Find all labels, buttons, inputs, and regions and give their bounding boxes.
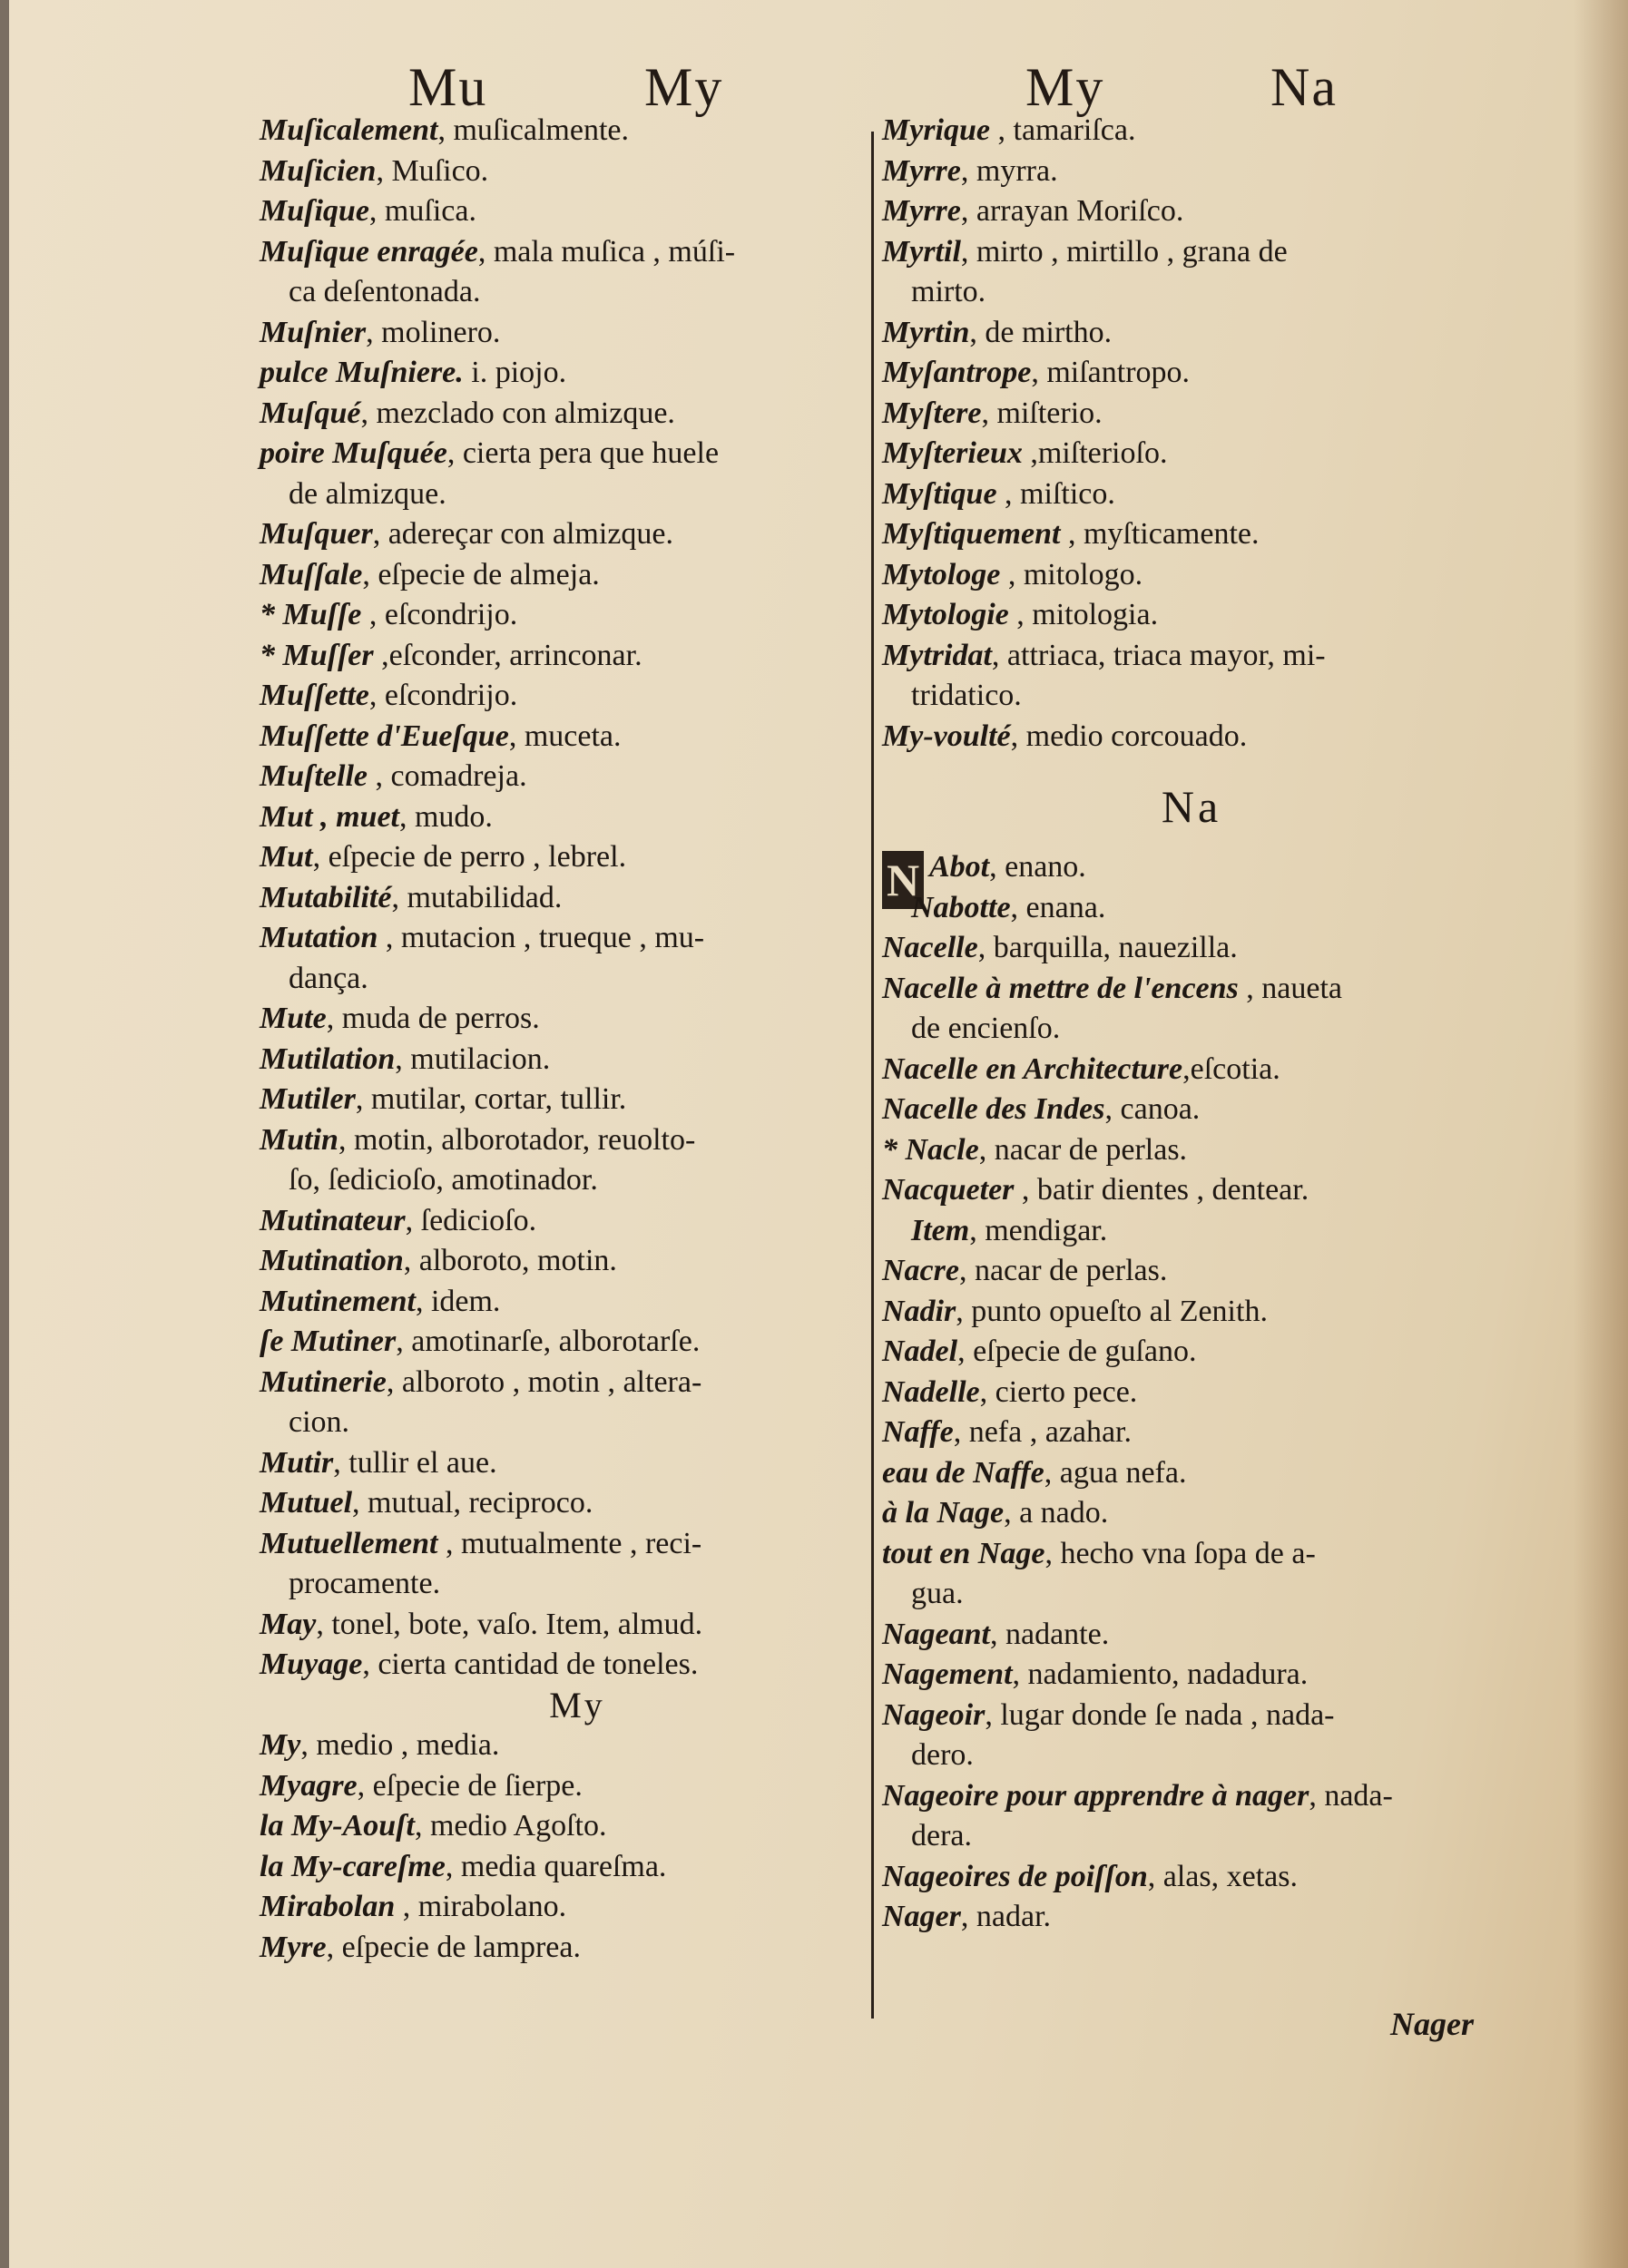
entry-definition: , nadar. bbox=[960, 1900, 1052, 1933]
dictionary-entry bbox=[882, 1897, 1501, 1938]
entry-definition: , batir dientes , dentear. bbox=[1014, 1173, 1309, 1207]
dictionary-entry bbox=[260, 1524, 895, 1565]
section-heading-large: Na bbox=[1161, 781, 1222, 832]
dictionary-entry bbox=[882, 434, 1501, 474]
entry-term: Nacelle bbox=[882, 931, 978, 964]
dictionary-entry bbox=[260, 394, 895, 435]
decorated-initial: N bbox=[882, 851, 924, 909]
entry-definition: , tonel, bote, vaſo. Item, almud. bbox=[316, 1607, 703, 1641]
dictionary-entry bbox=[260, 717, 895, 758]
entry-definition: gua. bbox=[911, 1577, 964, 1610]
dictionary-entry bbox=[882, 1493, 1501, 1534]
dictionary-entry bbox=[260, 1120, 895, 1161]
dictionary-entry bbox=[882, 1735, 1501, 1776]
entry-term: Mutuellement bbox=[260, 1526, 438, 1560]
dictionary-entry bbox=[882, 1857, 1501, 1898]
entry-definition: , miſantropo. bbox=[1031, 356, 1191, 389]
dictionary-entry bbox=[882, 394, 1501, 435]
dictionary-entry bbox=[882, 1251, 1501, 1292]
entry-definition: , lugar donde ſe nada , nada- bbox=[985, 1697, 1335, 1732]
dictionary-entry bbox=[260, 959, 895, 1000]
entry-definition: , mutilar, cortar, tullir. bbox=[355, 1082, 627, 1116]
entry-definition: , miſtico. bbox=[996, 476, 1115, 511]
entry-definition: , enana. bbox=[1010, 890, 1106, 924]
entry-definition: , mirto , mirtillo , grana de bbox=[960, 234, 1288, 269]
page-edge-shadow bbox=[1574, 0, 1628, 2268]
entry-definition: procamente. bbox=[289, 1567, 441, 1600]
entry-definition: , a nado. bbox=[1004, 1496, 1109, 1530]
entry-definition: , mudo. bbox=[398, 799, 493, 834]
entry-term: * Muſſer bbox=[260, 638, 374, 672]
dictionary-entry bbox=[260, 111, 895, 152]
entry-term: * Nacle bbox=[882, 1132, 979, 1167]
entry-definition: , mutualmente , reci- bbox=[437, 1526, 702, 1560]
dictionary-entry bbox=[260, 272, 895, 313]
entry-term: poire Muſquée bbox=[260, 436, 447, 470]
entry-definition: ,miſterioſo. bbox=[1022, 436, 1168, 470]
dictionary-entry bbox=[260, 797, 895, 838]
entry-definition: , miſterio. bbox=[981, 396, 1103, 430]
entry-term: Nagement bbox=[882, 1657, 1013, 1691]
entry-term: Nacqueter bbox=[882, 1173, 1015, 1207]
entry-definition: , adereçar con almizque. bbox=[372, 517, 674, 551]
dictionary-entry bbox=[882, 313, 1501, 354]
entry-definition: , cierta cantidad de toneles. bbox=[362, 1647, 699, 1681]
entry-term: Mytologe bbox=[882, 557, 1001, 591]
entry-definition: , idem. bbox=[415, 1284, 501, 1318]
dictionary-entry bbox=[882, 474, 1501, 515]
entry-definition: , eſpecie de almeja. bbox=[362, 557, 600, 591]
entry-term: Nageant bbox=[882, 1617, 990, 1651]
entry-term: Nadelle bbox=[882, 1374, 980, 1409]
entry-definition: dança. bbox=[289, 961, 368, 995]
dictionary-entry bbox=[260, 676, 895, 717]
dictionary-entry bbox=[260, 555, 895, 596]
dictionary-entry bbox=[882, 1453, 1501, 1494]
dictionary-entry bbox=[882, 1615, 1501, 1656]
entry-definition: , canoa. bbox=[1104, 1092, 1201, 1126]
dictionary-entry bbox=[260, 1040, 895, 1080]
dictionary-entry bbox=[260, 1928, 895, 1969]
entry-definition: , muceta. bbox=[508, 719, 622, 753]
dictionary-entry bbox=[260, 1201, 895, 1242]
entry-term: ſe Mutiner bbox=[260, 1325, 397, 1358]
dictionary-entry bbox=[882, 191, 1501, 232]
entry-term: Mutinateur bbox=[260, 1203, 406, 1237]
entry-term: Nacelle à mettre de l'encens bbox=[882, 971, 1239, 1005]
entry-term: Nageoires de poiſſon bbox=[882, 1859, 1148, 1893]
entry-term: Mutuel bbox=[260, 1486, 353, 1520]
dictionary-entry bbox=[260, 1241, 895, 1282]
dictionary-entry bbox=[260, 191, 895, 232]
entry-definition: , nacar de perlas. bbox=[978, 1132, 1188, 1167]
entry-definition: , eſpecie de lamprea. bbox=[326, 1930, 581, 1964]
entry-term: Myrre bbox=[882, 194, 961, 228]
entry-term: Mytologie bbox=[882, 598, 1009, 631]
entry-definition: , muſicalmente. bbox=[437, 113, 629, 147]
entry-definition: , medio , media. bbox=[300, 1728, 500, 1762]
header-left-2: My bbox=[644, 57, 724, 117]
entry-term: Mutir bbox=[260, 1445, 334, 1480]
dictionary-entry bbox=[882, 1574, 1501, 1615]
dictionary-entry bbox=[260, 595, 895, 636]
entry-term: My-voulté bbox=[882, 719, 1011, 753]
entry-term: Mutation bbox=[260, 921, 378, 954]
header-left-1: Mu bbox=[408, 57, 488, 117]
book-page bbox=[9, 0, 1628, 2268]
entry-term: Mutinement bbox=[260, 1284, 416, 1318]
dictionary-entry bbox=[260, 878, 895, 919]
entry-term: Muſſette d'Eueſque bbox=[260, 719, 509, 753]
entry-definition: , alas, xetas. bbox=[1147, 1859, 1298, 1893]
entry-term: Muſicien bbox=[260, 153, 377, 188]
dictionary-entry bbox=[260, 1887, 895, 1928]
entry-definition: , de mirtho. bbox=[969, 315, 1113, 349]
entry-definition: ca deſentonada. bbox=[289, 275, 481, 308]
dictionary-entry bbox=[260, 1403, 895, 1443]
entry-term: Nadel bbox=[882, 1334, 958, 1368]
entry-definition: , eſcondrijo. bbox=[368, 679, 518, 712]
dictionary-entry bbox=[882, 1776, 1501, 1817]
entry-definition: , punto opueſto al Zenith. bbox=[956, 1294, 1268, 1328]
dictionary-entry bbox=[260, 313, 895, 354]
entry-definition: , mala muſica , múſi- bbox=[477, 234, 736, 269]
entry-definition: , mitologia. bbox=[1008, 598, 1159, 631]
entry-term: Muſique bbox=[260, 194, 369, 228]
entry-definition: i. piojo. bbox=[463, 356, 567, 389]
dictionary-entry bbox=[882, 1292, 1501, 1333]
entry-term: Mute bbox=[260, 1002, 327, 1035]
right-column bbox=[882, 111, 1501, 1938]
entry-term: Nacre bbox=[882, 1254, 959, 1287]
entry-term: Myſterieux bbox=[882, 436, 1023, 470]
dictionary-entry bbox=[260, 1605, 895, 1646]
entry-term: Nacelle en Architecture bbox=[882, 1051, 1183, 1086]
entry-definition: , mutacion , trueque , mu- bbox=[378, 921, 705, 954]
entry-term: May bbox=[260, 1607, 317, 1641]
entry-definition: , eſcondrijo. bbox=[361, 598, 518, 631]
entry-definition: , hecho vna ſopa de a- bbox=[1044, 1536, 1316, 1570]
entry-term: Myrique bbox=[882, 113, 990, 147]
entry-term: Mutiler bbox=[260, 1082, 356, 1116]
entry-definition: tridatico. bbox=[911, 679, 1022, 712]
dictionary-entry bbox=[882, 636, 1501, 677]
entry-term: Mutilation bbox=[260, 1041, 396, 1076]
entry-term: Muſſale bbox=[260, 557, 363, 591]
dictionary-entry bbox=[260, 636, 895, 677]
entry-definition: ,eſcotia. bbox=[1182, 1051, 1280, 1086]
dictionary-entry bbox=[260, 918, 895, 959]
entry-term: Myſantrope bbox=[882, 356, 1032, 389]
entry-definition: , mezclado con almizque. bbox=[360, 396, 675, 430]
entry-definition: , alboroto , motin , altera- bbox=[386, 1364, 702, 1399]
entry-term: Myſtique bbox=[882, 476, 997, 511]
dictionary-entry bbox=[882, 888, 1501, 929]
entry-definition: , mutilacion. bbox=[395, 1041, 551, 1076]
dictionary-entry bbox=[260, 1363, 895, 1403]
entry-term: la My-careſme bbox=[260, 1849, 446, 1883]
entry-definition: , nadante. bbox=[990, 1617, 1110, 1651]
entry-term: Muſique enragée bbox=[260, 234, 478, 269]
dictionary-entry bbox=[260, 1483, 895, 1524]
entry-term: Mutin bbox=[260, 1122, 338, 1157]
entry-term: Muyage bbox=[260, 1647, 363, 1681]
entry-term: Muſnier bbox=[260, 315, 367, 349]
section-heading: My bbox=[549, 1684, 605, 1725]
dictionary-entry bbox=[882, 1816, 1501, 1857]
entry-definition: , myrra. bbox=[960, 153, 1058, 188]
dictionary-entry bbox=[260, 514, 895, 555]
entry-definition: , amotinarſe, alborotarſe. bbox=[396, 1325, 701, 1358]
dictionary-entry bbox=[260, 1725, 895, 1766]
entry-term: Muſſette bbox=[260, 679, 369, 712]
entry-definition: , nadamiento, nadadura. bbox=[1012, 1657, 1309, 1691]
entry-term: Nageoire pour apprendre à nager bbox=[882, 1778, 1309, 1813]
entry-term: tout en Nage bbox=[882, 1536, 1045, 1570]
entry-term: Myſtiquement bbox=[882, 517, 1061, 551]
dictionary-entry bbox=[260, 1443, 895, 1484]
dictionary-entry bbox=[260, 353, 895, 394]
entry-definition: , barquilla, nauezilla. bbox=[977, 931, 1238, 964]
entry-definition: ,eſconder, arrinconar. bbox=[373, 638, 642, 672]
dictionary-entry bbox=[882, 152, 1501, 192]
entry-term: Myrtin bbox=[882, 315, 970, 349]
entry-definition: cion. bbox=[289, 1405, 350, 1439]
entry-term: Mutabilité bbox=[260, 880, 392, 914]
entry-term: eau de Naffe bbox=[882, 1455, 1044, 1490]
dictionary-entry bbox=[882, 111, 1501, 152]
entry-term: Myſtere bbox=[882, 396, 982, 430]
entry-definition: , alboroto, motin. bbox=[403, 1244, 617, 1277]
dictionary-entry bbox=[260, 1766, 895, 1807]
entry-definition: , Muſico. bbox=[376, 153, 489, 188]
entry-definition: , mirabolano. bbox=[395, 1890, 567, 1923]
entry-definition: , motin, alborotador, reuolto- bbox=[338, 1122, 696, 1157]
entry-term: Muſqué bbox=[260, 396, 361, 430]
entry-definition: , enano. bbox=[989, 850, 1086, 884]
entry-term: Mut , muet bbox=[260, 799, 399, 834]
entry-definition: , eſpecie de guſano. bbox=[957, 1334, 1197, 1368]
entry-term: My bbox=[260, 1728, 301, 1762]
dictionary-entry bbox=[882, 1130, 1501, 1171]
dictionary-entry bbox=[260, 434, 895, 474]
dictionary-entry bbox=[882, 1413, 1501, 1453]
entry-term: Nacelle des Indes bbox=[882, 1092, 1105, 1126]
dictionary-entry bbox=[882, 1170, 1501, 1211]
header-right-2: Na bbox=[1270, 57, 1338, 117]
dictionary-entry bbox=[260, 757, 895, 797]
entry-term: Myrre bbox=[882, 153, 961, 188]
entry-term: Mut bbox=[260, 840, 313, 874]
entry-definition: , medio Agoſto. bbox=[414, 1809, 607, 1843]
dictionary-entry bbox=[882, 1655, 1501, 1696]
entry-term: Myagre bbox=[260, 1768, 358, 1803]
entry-definition: , nacar de perlas. bbox=[958, 1254, 1168, 1287]
entry-definition: , muſica. bbox=[368, 194, 476, 228]
dictionary-entry bbox=[882, 1696, 1501, 1736]
entry-term: Item bbox=[911, 1213, 970, 1247]
entry-definition: , cierta pera que huele bbox=[446, 436, 720, 470]
dictionary-entry bbox=[260, 1282, 895, 1323]
entry-definition: mirto. bbox=[911, 275, 986, 308]
entry-term: Muſquer bbox=[260, 517, 373, 551]
entry-definition: , media quareſma. bbox=[445, 1849, 667, 1883]
entry-term: pulce Muſniere. bbox=[260, 356, 464, 389]
entry-definition: , eſpecie de ſierpe. bbox=[357, 1768, 583, 1803]
catchword: Nager bbox=[1390, 2006, 1474, 2042]
dictionary-entry bbox=[260, 1564, 895, 1605]
dictionary-entry bbox=[882, 928, 1501, 969]
entry-term: Nabotte bbox=[911, 890, 1011, 924]
dictionary-entry bbox=[260, 1160, 895, 1201]
entry-definition: , eſpecie de perro , lebrel. bbox=[312, 840, 627, 874]
dictionary-entry bbox=[260, 837, 895, 878]
dictionary-entry bbox=[882, 1534, 1501, 1575]
entry-term: Nager bbox=[882, 1900, 961, 1933]
dictionary-entry bbox=[882, 1090, 1501, 1130]
entry-term: Nadir bbox=[882, 1294, 956, 1328]
entry-definition: , naueta bbox=[1238, 971, 1342, 1005]
entry-term: Mutination bbox=[260, 1244, 404, 1277]
entry-term: Mutinerie bbox=[260, 1364, 387, 1399]
entry-definition: de almizque. bbox=[289, 476, 446, 511]
entry-term: Myre bbox=[260, 1930, 327, 1964]
entry-term: Myrtil bbox=[882, 234, 961, 269]
entry-definition: , muda de perros. bbox=[326, 1002, 540, 1035]
dictionary-entry bbox=[882, 676, 1501, 717]
dictionary-entry bbox=[882, 272, 1501, 313]
dictionary-entry bbox=[260, 232, 895, 273]
entry-definition: de encienſo. bbox=[911, 1012, 1061, 1045]
entry-definition: dera. bbox=[911, 1819, 973, 1853]
dictionary-entry bbox=[260, 474, 895, 515]
left-column bbox=[260, 111, 895, 1968]
entry-term: Muſtelle bbox=[260, 759, 368, 793]
dictionary-entry bbox=[260, 1322, 895, 1363]
dictionary-entry bbox=[260, 999, 895, 1040]
entry-definition: dero. bbox=[911, 1738, 974, 1772]
entry-term: Mirabolan bbox=[260, 1890, 396, 1923]
entry-definition: , mendigar. bbox=[969, 1213, 1108, 1247]
dictionary-entry bbox=[882, 1050, 1501, 1090]
dictionary-entry bbox=[882, 1373, 1501, 1413]
entry-definition: ſo, ſedicioſo, amotinador. bbox=[289, 1163, 598, 1197]
entry-definition: , nefa , azahar. bbox=[953, 1415, 1133, 1449]
dictionary-entry bbox=[882, 1009, 1501, 1050]
entry-term: Nageoir bbox=[882, 1697, 986, 1732]
entry-definition: , mutabilidad. bbox=[391, 880, 563, 914]
dictionary-entry bbox=[882, 595, 1501, 636]
entry-term: à la Nage bbox=[882, 1496, 1005, 1530]
entry-term: Naffe bbox=[882, 1415, 954, 1449]
dictionary-entry bbox=[882, 969, 1501, 1010]
entry-definition: , agua nefa. bbox=[1044, 1455, 1187, 1490]
dictionary-entry bbox=[260, 1080, 895, 1120]
dictionary-entry bbox=[882, 1211, 1501, 1252]
entry-term: Abot bbox=[929, 850, 990, 884]
dictionary-entry bbox=[882, 717, 1501, 758]
entry-term: Muſicalement bbox=[260, 113, 438, 147]
entry-definition: , tullir el aue. bbox=[333, 1445, 497, 1480]
entry-definition: , nada- bbox=[1309, 1778, 1393, 1813]
entry-term: * Muſſe bbox=[260, 598, 362, 631]
entry-definition: , ſedicioſo. bbox=[405, 1203, 537, 1237]
dictionary-entry bbox=[882, 232, 1501, 273]
dictionary-entry bbox=[260, 1645, 895, 1686]
entry-definition: , molinero. bbox=[366, 315, 501, 349]
entry-definition: , mutual, reciproco. bbox=[352, 1486, 593, 1520]
dictionary-entry bbox=[882, 514, 1501, 555]
entry-definition: , comadreja. bbox=[367, 759, 527, 793]
entry-definition: , medio corcouado. bbox=[1010, 719, 1248, 753]
dictionary-entry bbox=[882, 353, 1501, 394]
entry-definition: , tamariſca. bbox=[990, 113, 1136, 147]
dictionary-entry bbox=[260, 1806, 895, 1847]
dictionary-entry bbox=[260, 152, 895, 192]
dictionary-entry bbox=[260, 1847, 895, 1888]
entry-definition: , mitologo. bbox=[1000, 557, 1143, 591]
header-right-1: My bbox=[1025, 57, 1105, 117]
entry-term: la My-Aouſt bbox=[260, 1809, 415, 1843]
entry-term: Mytridat bbox=[882, 638, 992, 672]
dictionary-entry bbox=[882, 1332, 1501, 1373]
entry-definition: , attriaca, triaca mayor, mi- bbox=[991, 638, 1326, 672]
entry-definition: , myſticamente. bbox=[1060, 517, 1260, 551]
entry-definition: , cierto pece. bbox=[979, 1374, 1138, 1409]
dictionary-entry bbox=[882, 847, 1501, 905]
entry-definition: , arrayan Moriſco. bbox=[960, 194, 1184, 228]
dictionary-entry bbox=[882, 555, 1501, 596]
